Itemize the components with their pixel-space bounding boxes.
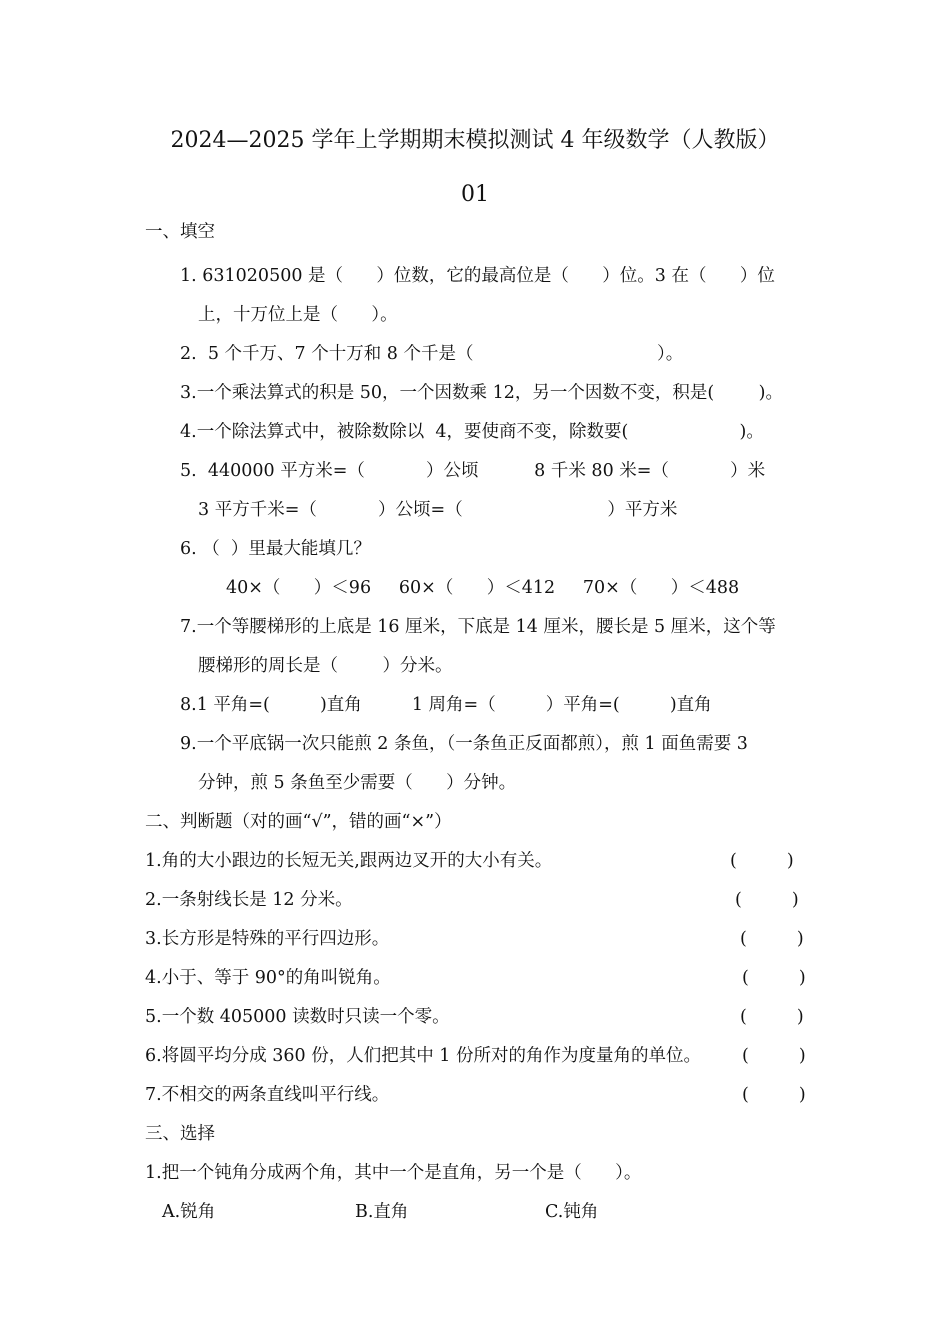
question-line: 9.一个平底锅一次只能煎 2 条鱼，（一条鱼正反面都煎），煎 1 面鱼需要 3 (180, 734, 748, 754)
judge-item-text: 5.一个数 405000 读数时只读一个零。 (145, 1007, 450, 1027)
choice-question: 1.把一个钝角分成两个角，其中一个是直角，另一个是（ ）。 (145, 1163, 642, 1183)
section-heading-choice: 三、选择 (145, 1124, 215, 1144)
answer-parentheses: ( ) (740, 1007, 804, 1027)
question-line: 7.一个等腰梯形的上底是 16 厘米，下底是 14 厘米，腰长是 5 厘米，这个等 (180, 617, 776, 637)
answer-parentheses: ( ) (740, 929, 804, 949)
question-line: 8.1 平角=( )直角 1 周角=（ ）平角=( )直角 (180, 695, 712, 715)
answer-parentheses: ( ) (742, 1046, 806, 1066)
section-heading-fill: 一、填空 (145, 222, 215, 242)
answer-parentheses: ( ) (730, 851, 794, 871)
question-line: 6. （ ）里最大能填几？ (180, 539, 371, 559)
judge-item-text: 3.长方形是特殊的平行四边形。 (145, 929, 390, 949)
answer-parentheses: ( ) (735, 890, 799, 910)
answer-parentheses: ( ) (742, 968, 806, 988)
choice-option-c: C.钝角 (545, 1202, 599, 1222)
judge-item-text: 1.角的大小跟边的长短无关,跟两边叉开的大小有关。 (145, 851, 553, 871)
judge-item-text: 6.将圆平均分成 360 份，人们把其中 1 份所对的角作为度量角的单位。 (145, 1046, 701, 1066)
question-line: 腰梯形的周长是（ ）分米。 (198, 656, 453, 676)
question-line: 3.一个乘法算式的积是 50，一个因数乘 12，另一个因数不变，积是( )。 (180, 383, 784, 403)
question-line: 40×（ ）＜96 60×（ ）＜412 70×（ ）＜488 (226, 578, 740, 598)
section-heading-judge: 二、判断题（对的画“√”，错的画“×”） (145, 812, 452, 832)
page-subtitle: 01 (461, 182, 489, 207)
choice-option-a: A.锐角 (162, 1202, 216, 1222)
judge-item-text: 7.不相交的两条直线叫平行线。 (145, 1085, 390, 1105)
question-line: 5. 440000 平方米=（ ）公顷 8 千米 80 米=（ ）米 (180, 461, 766, 481)
choice-option-b: B.直角 (355, 1202, 409, 1222)
question-line: 分钟，煎 5 条鱼至少需要（ ）分钟。 (198, 773, 517, 793)
judge-item-text: 2.一条射线长是 12 分米。 (145, 890, 353, 910)
question-line: 1. 631020500 是（ ）位数，它的最高位是（ ）位。3 在（ ）位 (180, 266, 775, 286)
question-line: 4.一个除法算式中，被除数除以 4，要使商不变，除数要( )。 (180, 422, 764, 442)
judge-item-text: 4.小于、等于 90°的角叫锐角。 (145, 968, 391, 988)
question-line: 2. 5 个千万、7 个十万和 8 个千是（ ）。 (180, 344, 684, 364)
page-title: 2024—2025 学年上学期期末模拟测试 4 年级数学（人教版） (170, 128, 780, 153)
question-line: 上，十万位上是（ ）。 (198, 305, 398, 325)
answer-parentheses: ( ) (742, 1085, 806, 1105)
question-line: 3 平方千米=（ ）公顷=（ ）平方米 (198, 500, 678, 520)
